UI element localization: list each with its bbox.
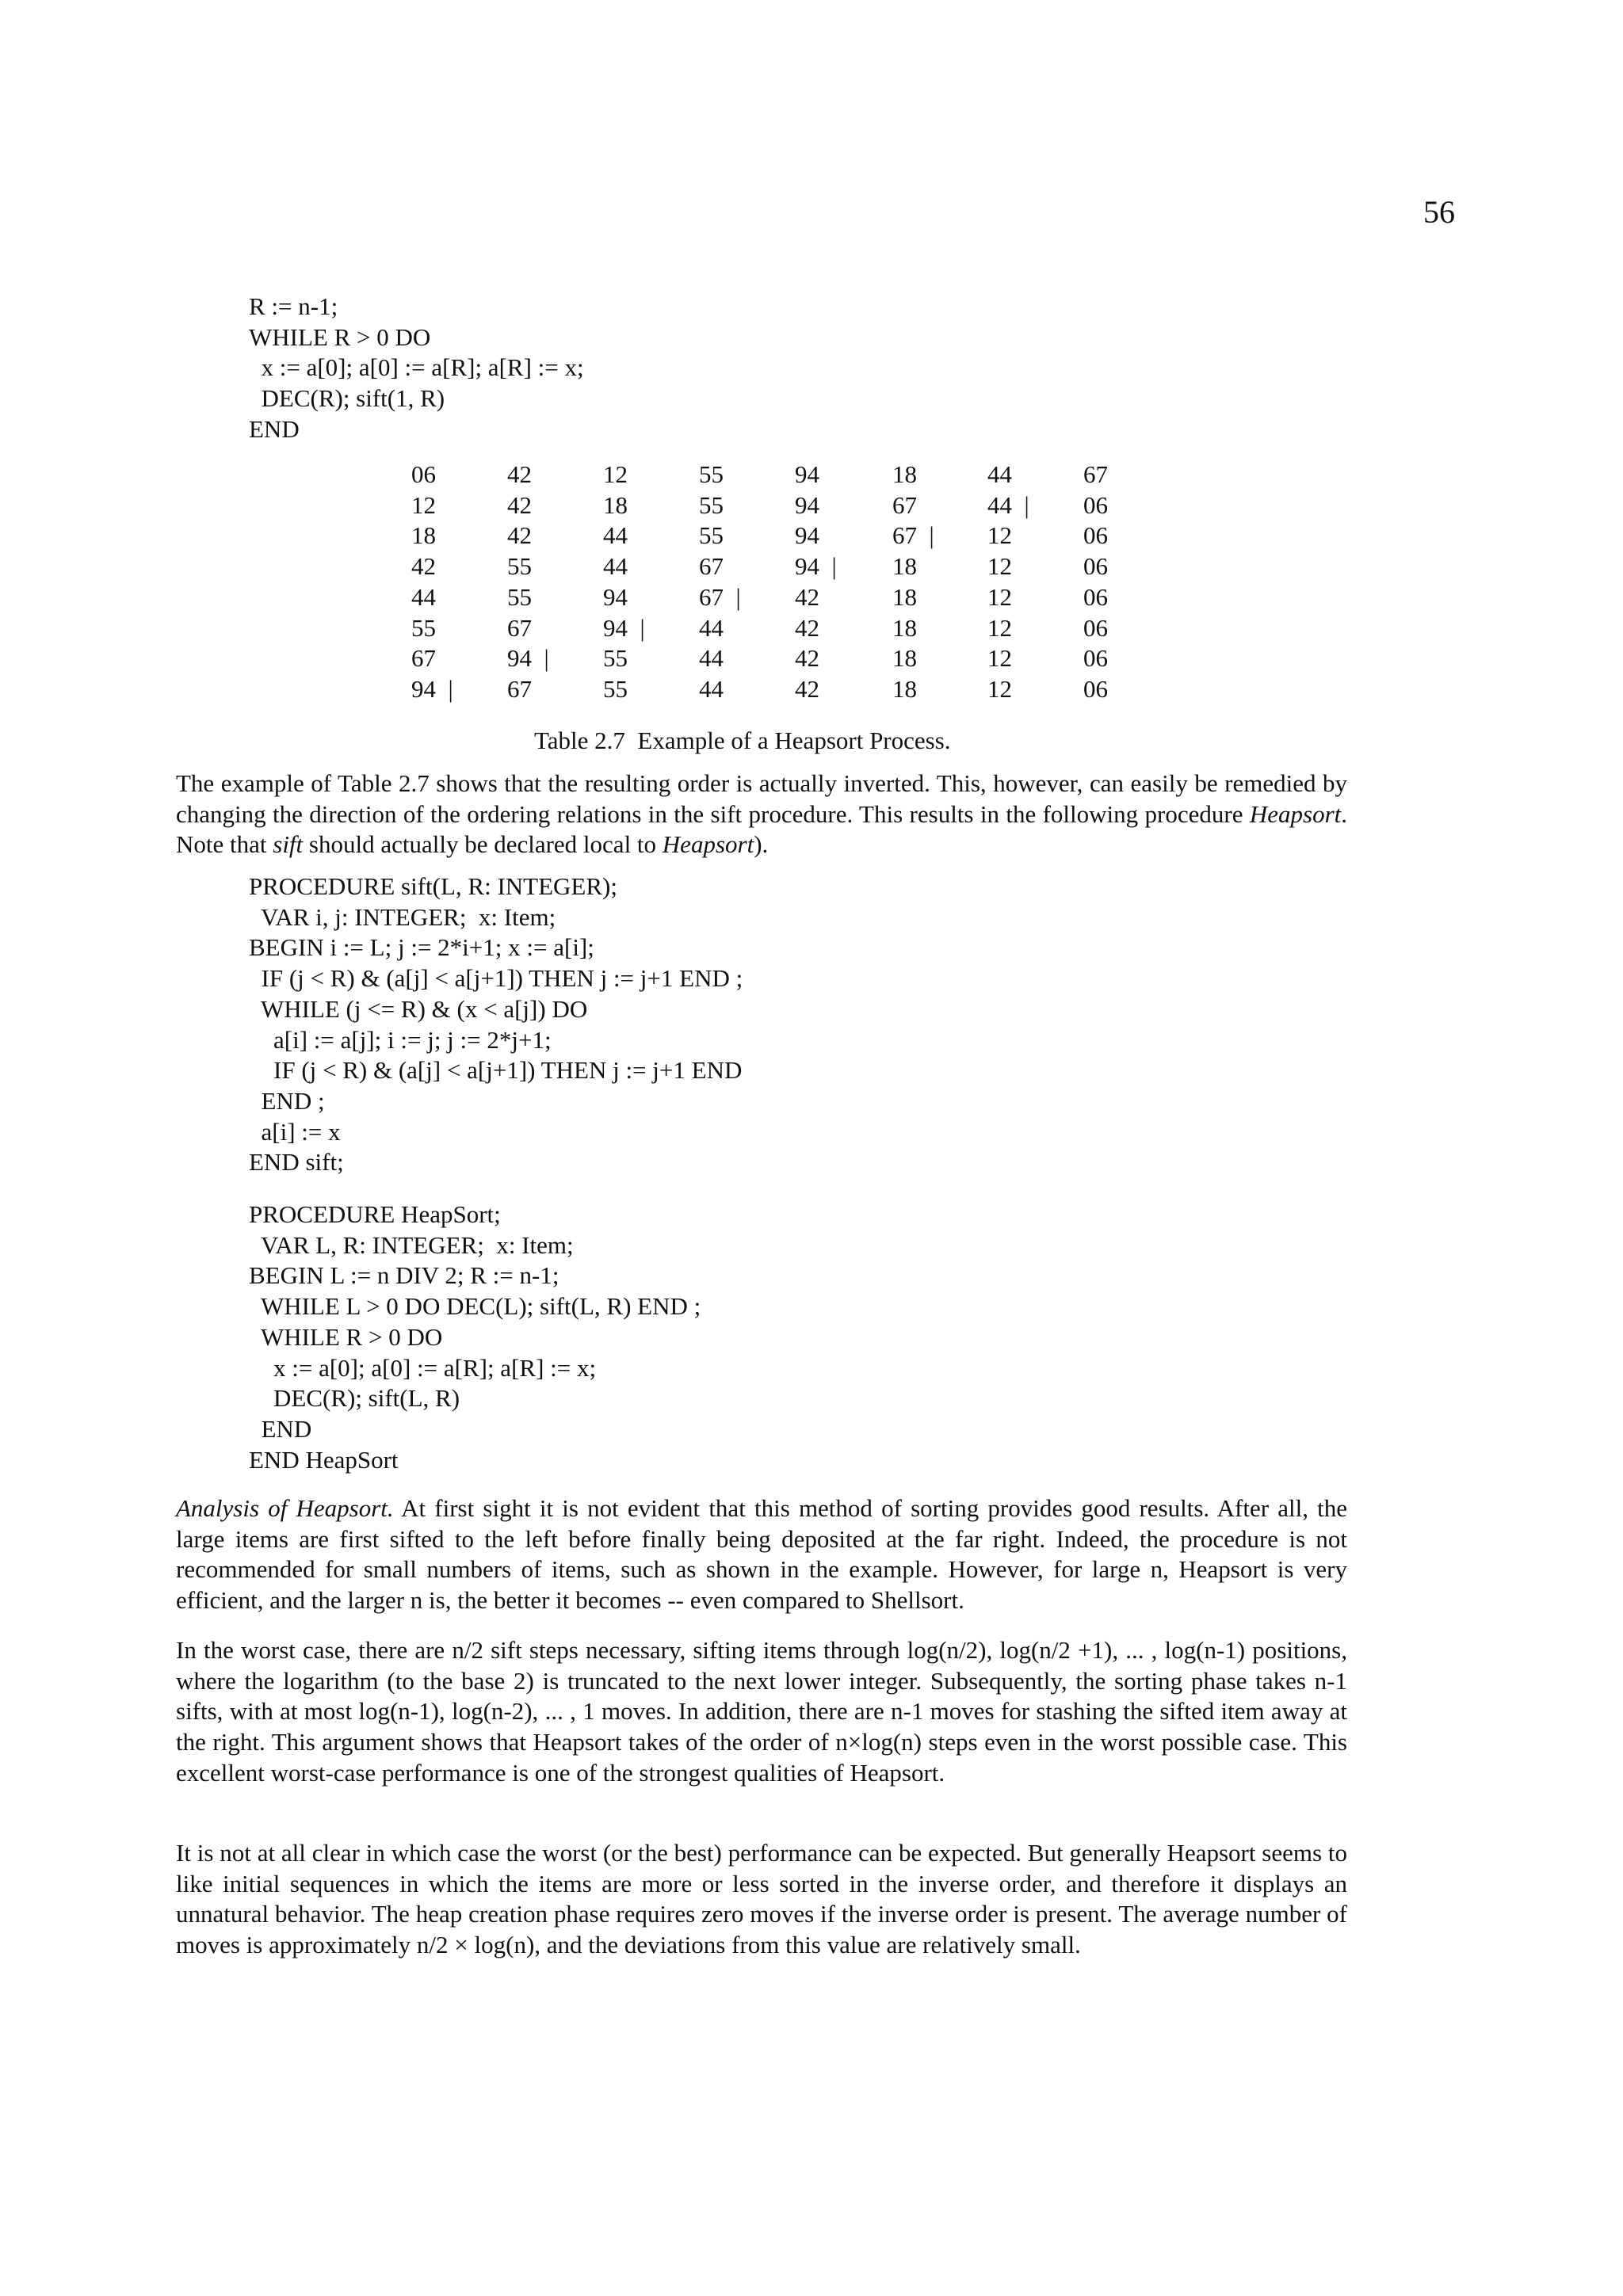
paragraph-table-explanation	[176, 769, 1347, 860]
table-cell: 44	[603, 552, 628, 581]
table-cell: 55	[411, 613, 436, 642]
code-line: DEC(R); sift(L, R)	[249, 1384, 460, 1413]
table-cell: 67 |	[892, 521, 934, 550]
table-cell: 55	[699, 490, 724, 519]
paragraph-text: . Note that	[176, 799, 1347, 859]
table-cell: 44	[411, 582, 436, 611]
table-cell: 55	[603, 674, 628, 703]
table-cell: 18	[892, 674, 917, 703]
code-line: WHILE L > 0 DO DEC(L); sift(L, R) END ;	[249, 1292, 701, 1321]
code-line: R := n-1;	[249, 292, 338, 320]
table-cell: 42	[507, 490, 532, 519]
code-line: END	[249, 414, 300, 443]
table-cell: 67	[699, 552, 724, 581]
code-line: VAR i, j: INTEGER; x: Item;	[249, 902, 556, 931]
code-line: PROCEDURE sift(L, R: INTEGER);	[249, 872, 617, 900]
table-cell: 12	[603, 460, 628, 488]
table-cell: 42	[411, 552, 436, 581]
table-cell: 06	[411, 460, 436, 488]
code-line: a[i] := a[j]; i := j; j := 2*j+1;	[249, 1025, 552, 1054]
table-cell: 12	[987, 644, 1012, 673]
procedure-name: Heapsort	[1249, 799, 1342, 828]
code-line: END sift;	[249, 1148, 344, 1177]
table-cell: 18	[411, 521, 436, 550]
table-cell: 94	[795, 521, 819, 550]
table-cell: 67	[507, 674, 532, 703]
code-line: BEGIN L := n DIV 2; R := n-1;	[249, 1261, 559, 1290]
procedure-name: Heapsort	[662, 830, 754, 859]
code-line: PROCEDURE HeapSort;	[249, 1200, 501, 1228]
code-line: IF (j < R) & (a[j] < a[j+1]) THEN j := j+1 END	[249, 1056, 743, 1085]
paragraph-text: should actually be declared local to	[303, 830, 663, 859]
paragraph-text: ).	[754, 830, 769, 859]
table-cell: 12	[987, 521, 1012, 550]
table-cell: 94 |	[795, 552, 837, 581]
table-cell: 42	[795, 582, 819, 611]
code-line: BEGIN i := L; j := 2*i+1; x := a[i];	[249, 933, 594, 962]
table-cell: 18	[892, 582, 917, 611]
table-cell: 12	[987, 582, 1012, 611]
table-cell: 42	[795, 613, 819, 642]
table-cell: 44	[603, 521, 628, 550]
code-line: WHILE R > 0 DO	[249, 1322, 443, 1351]
table-cell: 44	[699, 674, 724, 703]
code-line: END	[249, 1414, 312, 1443]
code-line: a[i] := x	[249, 1117, 341, 1146]
table-cell: 18	[603, 490, 628, 519]
table-cell: 42	[795, 674, 819, 703]
table-cell: 12	[411, 490, 436, 519]
table-cell: 18	[892, 552, 917, 581]
table-cell: 44	[699, 613, 724, 642]
paragraph-analysis	[176, 1493, 1347, 1616]
table-cell: 94 |	[411, 674, 453, 703]
paragraph-worst-case: In the worst case, there are n/2 sift steps necessary, sifting items through log(n/2), log(n/2 +1), ... , log(n-1) positions, where the logarithm (to the base 2) is truncated to the next lower integer. Subsequently, the sorting phase takes n-1 sifts, with at most log(n-1), log(n-2), ... , 1 moves. In addition, there are n-1 moves for stashing the sifted item away at the right. This argument shows that Heapsort takes of the order of n×log(n) steps even in the worst possible case. This excellent worst-case performance is one of the strongest qualities of Heapsort.	[176, 1636, 1347, 1787]
table-cell: 94 |	[507, 644, 549, 673]
table-cell: 94	[603, 582, 628, 611]
page-number: 56	[1423, 194, 1455, 230]
table-cell: 44 |	[987, 490, 1029, 519]
table-cell: 06	[1083, 674, 1108, 703]
table-cell: 67	[1083, 460, 1108, 488]
code-line: WHILE R > 0 DO	[249, 322, 431, 351]
table-cell: 06	[1083, 521, 1108, 550]
table-cell: 94 |	[603, 613, 645, 642]
table-cell: 06	[1083, 613, 1108, 642]
code-line: END HeapSort	[249, 1445, 399, 1474]
table-cell: 42	[507, 460, 532, 488]
paragraph-text: At first sight it is not evident that this method of sorting provides good results. After all, the large items are first sifted to the left before finally being deposited at the far right. Indeed, the procedure is not recommended for small numbers of items, such as shown in the example. However, for large n, Heapsort is very efficient, and the larger n is, the better it becomes -- even compared to Shellsort.	[176, 1494, 1347, 1615]
procedure-name: sift	[273, 830, 304, 859]
code-line: VAR L, R: INTEGER; x: Item;	[249, 1230, 574, 1259]
table-cell: 55	[507, 552, 532, 581]
table-cell: 55	[603, 644, 628, 673]
table-cell: 18	[892, 613, 917, 642]
code-line: END ;	[249, 1086, 325, 1115]
paragraph-average-case: It is not at all clear in which case the worst (or the best) performance can be expected. But generally Heapsort seems to like initial sequences in which the items are more or less sorted in the inverse order, and therefore it displays an unnatural behavior. The heap creation phase requires zero moves if the inverse order is present. The average number of moves is approximately n/2 × log(n), and the deviations from this value are relatively small.	[176, 1839, 1347, 1959]
table-cell: 44	[699, 644, 724, 673]
table-cell: 18	[892, 460, 917, 488]
table-cell: 67	[411, 644, 436, 673]
table-cell: 67 |	[699, 582, 741, 611]
table-cell: 12	[987, 552, 1012, 581]
code-line: DEC(R); sift(1, R)	[249, 384, 445, 413]
table-cell: 55	[699, 521, 724, 550]
table-cell: 06	[1083, 490, 1108, 519]
table-cell: 67	[507, 613, 532, 642]
table-cell: 42	[795, 644, 819, 673]
table-cell: 06	[1083, 644, 1108, 673]
section-heading: Analysis of Heapsort.	[176, 1494, 394, 1522]
code-line: IF (j < R) & (a[j] < a[j+1]) THEN j := j+1 END ;	[249, 964, 743, 993]
table-cell: 94	[795, 460, 819, 488]
table-cell: 12	[987, 674, 1012, 703]
table-cell: 94	[795, 490, 819, 519]
code-line: x := a[0]; a[0] := a[R]; a[R] := x;	[249, 1353, 597, 1382]
table-cell: 55	[699, 460, 724, 488]
table-cell: 12	[987, 613, 1012, 642]
table-cell: 55	[507, 582, 532, 611]
code-line: x := a[0]; a[0] := a[R]; a[R] := x;	[249, 353, 584, 382]
table-cell: 42	[507, 521, 532, 550]
table-cell: 18	[892, 644, 917, 673]
table-cell: 67	[892, 490, 917, 519]
code-line: WHILE (j <= R) & (x < a[j]) DO	[249, 994, 588, 1023]
table-cell: 44	[987, 460, 1012, 488]
paragraph-text: The example of Table 2.7 shows that the resulting order is actually inverted. This, however, can easily be remedied by changing the direction of the ordering relations in the sift procedure. This results in the following procedure	[176, 769, 1347, 828]
table-caption: Table 2.7 Example of a Heapsort Process.	[534, 727, 951, 754]
table-cell: 06	[1083, 582, 1108, 611]
table-cell: 06	[1083, 552, 1108, 581]
